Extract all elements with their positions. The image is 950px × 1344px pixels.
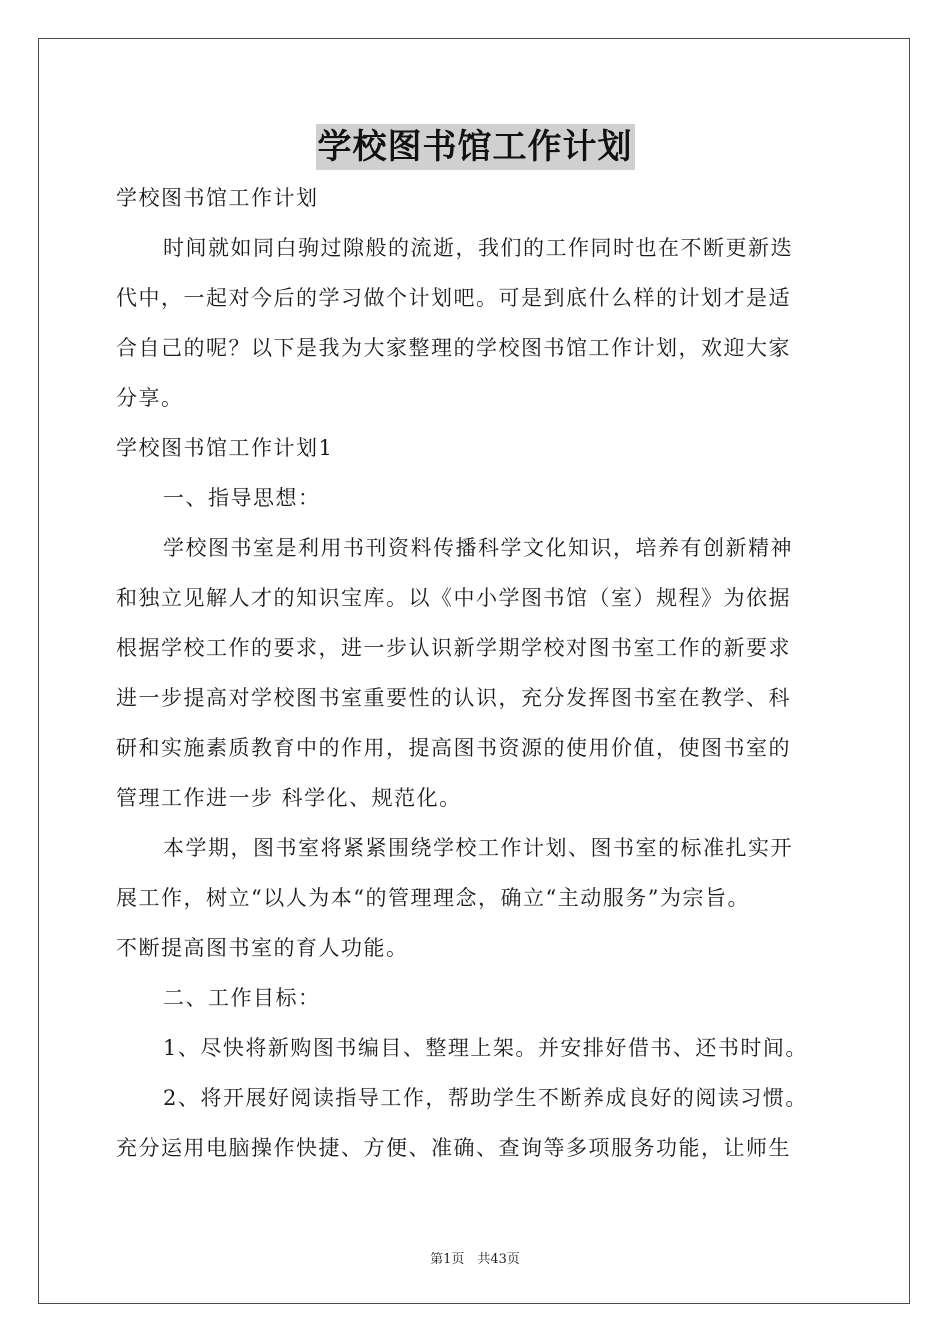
text-line: 二、工作目标： [163,986,321,1010]
document-body [116,173,838,1173]
text-line: 2、将开展好阅读指导工作，帮助学生不断养成良好的阅读习惯。 [163,1086,808,1110]
text-line: 充分运用电脑操作快捷、方便、准确、查询等多项服务功能，让师生 [116,1136,791,1160]
text-line: 时间就如同白驹过隙般的流逝，我们的工作同时也在不断更新迭 [163,236,793,260]
text-line: 进一步提高对学校图书室重要性的认识，充分发挥图书室在教学、科 [116,686,791,710]
text-line: 研和实施素质教育中的作用，提高图书资源的使用价值，使图书室的 [116,736,791,760]
text-line: 1、尽快将新购图书编目、整理上架。并安排好借书、还书时间。 [163,1036,808,1060]
text-line: 本学期，图书室将紧紧围绕学校工作计划、图书室的标准扎实开 [163,836,793,860]
text-line: 代中，一起对今后的学习做个计划吧。可是到底什么样的计划才是适 [116,286,791,310]
text-line: 展工作，树立“以人为本“的管理理念，确立“主动服务”为宗旨。 [116,886,750,910]
title-container [0,124,950,170]
text-line: 合自己的呢？以下是我为大家整理的学校图书馆工作计划，欢迎大家 [116,336,791,360]
text-line: 学校图书馆工作计划1 [116,436,334,460]
document-title: 学校图书馆工作计划 [316,124,635,170]
text-line: 分享。 [116,386,184,410]
page-footer: 第1页 共43页 [430,1252,520,1267]
text-line: 根据学校工作的要求，进一步认识新学期学校对图书室工作的新要求 [116,636,791,660]
text-line: 学校图书室是利用书刊资料传播科学文化知识，培养有创新精神 [163,536,793,560]
text-line: 学校图书馆工作计划 [116,186,319,210]
text-line: 管理工作进一步 科学化、规范化。 [116,786,462,810]
text-line: 和独立见解人才的知识宝库。以《中小学图书馆（室）规程》为依据 [116,586,791,610]
text-line: 不断提高图书室的育人功能。 [116,936,409,960]
text-line: 一、指导思想： [163,486,321,510]
